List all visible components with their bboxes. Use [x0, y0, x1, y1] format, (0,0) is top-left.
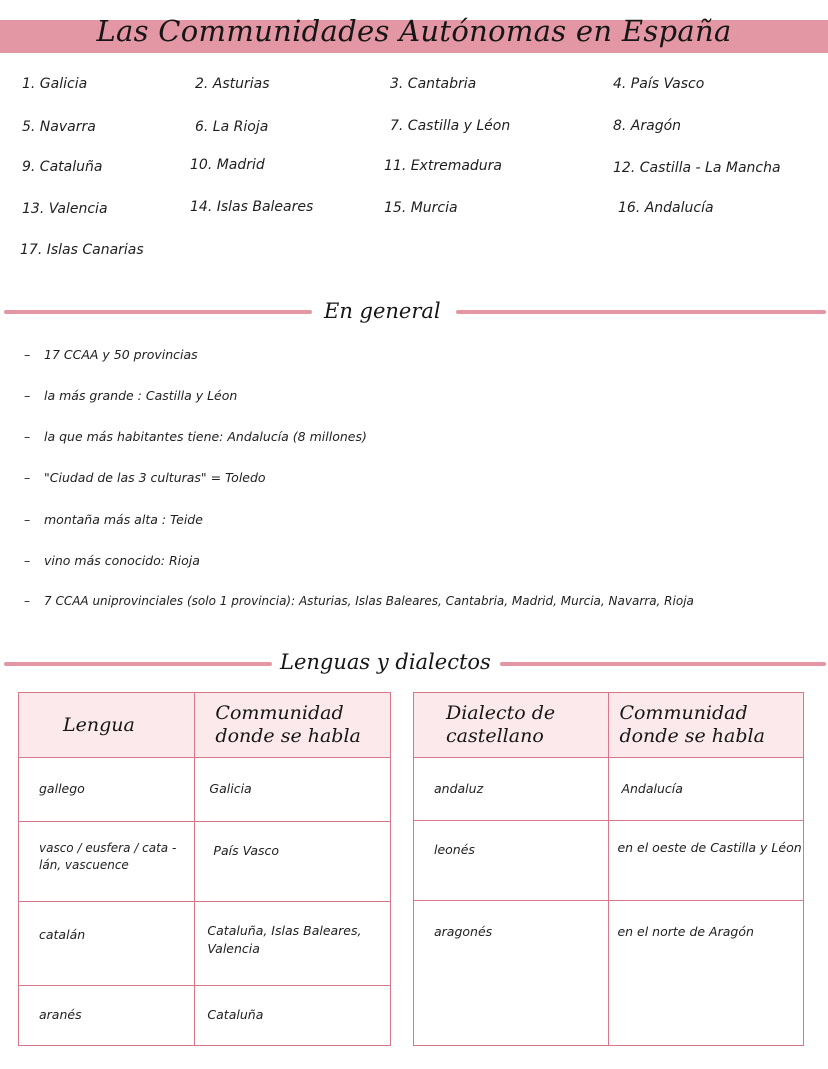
list-item: – la más grande : Castilla y Léon	[24, 388, 238, 403]
table-cell: Andalucía	[609, 758, 804, 821]
list-item: 15. Murcia	[384, 200, 458, 216]
list-item: – 17 CCAA y 50 provincias	[24, 347, 198, 362]
section-heading-general: En general	[324, 299, 441, 323]
column-header: Dialecto de castellano	[414, 693, 609, 758]
section-divider-left	[4, 310, 312, 314]
list-item: 17. Islas Canarias	[20, 242, 144, 258]
table-cell: catalán	[19, 902, 195, 986]
table-cell: Cataluña, Islas Baleares, Valencia	[195, 902, 391, 986]
column-header: Lengua	[19, 693, 195, 758]
table-row	[19, 902, 391, 986]
table-cell: aragonés	[414, 901, 609, 1046]
list-item: 1. Galicia	[22, 76, 88, 92]
list-item: 6. La Rioja	[195, 119, 269, 135]
table-row	[414, 901, 804, 1046]
table-cell: gallego	[19, 758, 195, 822]
table-row	[19, 822, 391, 902]
table-cell: en el norte de Aragón	[609, 901, 804, 1046]
table-cell: País Vasco	[195, 822, 391, 902]
page-title: Las Communidades Autónomas en España	[96, 14, 732, 48]
list-item: 8. Aragón	[613, 118, 682, 134]
list-item: 2. Asturias	[195, 76, 270, 92]
table-row	[19, 758, 391, 822]
dialects-table	[413, 692, 804, 1046]
section-divider-left	[4, 662, 272, 666]
column-header: Communidad donde se habla	[195, 693, 391, 758]
section-heading-languages: Lenguas y dialectos	[280, 650, 491, 674]
table-cell: aranés	[19, 986, 195, 1046]
table-cell: Cataluña	[195, 986, 391, 1046]
column-header: Communidad donde se habla	[609, 693, 804, 758]
list-item: 14. Islas Baleares	[190, 199, 314, 215]
table-cell: en el oeste de Castilla y Léon	[609, 821, 804, 901]
list-item: 13. Valencia	[22, 201, 108, 217]
table-row	[414, 821, 804, 901]
table-header-row	[19, 693, 391, 758]
table-cell: vasco / eusfera / cata - lán, vascuence	[19, 822, 195, 902]
list-item: – vino más conocido: Rioja	[24, 553, 200, 568]
list-item: 7. Castilla y Léon	[390, 118, 511, 134]
list-item: 9. Cataluña	[22, 159, 103, 175]
list-item: – 7 CCAA uniprovinciales (solo 1 provincia): Asturias, Islas Baleares, Cantabria, Madrid, Murcia, Navarra, Rioja	[24, 594, 694, 608]
table-header-row	[414, 693, 804, 758]
list-item: – "Ciudad de las 3 culturas" = Toledo	[24, 470, 266, 485]
languages-table	[18, 692, 391, 1046]
section-divider-right	[456, 310, 826, 314]
list-item: 10. Madrid	[190, 157, 265, 173]
list-item: – la que más habitantes tiene: Andalucía (8 millones)	[24, 429, 367, 444]
list-item: 4. País Vasco	[613, 76, 705, 92]
list-item: 5. Navarra	[22, 119, 96, 135]
table-cell: Galicia	[195, 758, 391, 822]
table-row	[414, 758, 804, 821]
section-divider-right	[500, 662, 826, 666]
table-row	[19, 986, 391, 1046]
list-item: 12. Castilla - La Mancha	[613, 160, 781, 176]
table-cell: leonés	[414, 821, 609, 901]
list-item: – montaña más alta : Teide	[24, 512, 203, 527]
table-cell: andaluz	[414, 758, 609, 821]
list-item: 16. Andalucía	[618, 200, 714, 216]
list-item: 11. Extremadura	[384, 158, 503, 174]
list-item: 3. Cantabria	[390, 76, 477, 92]
